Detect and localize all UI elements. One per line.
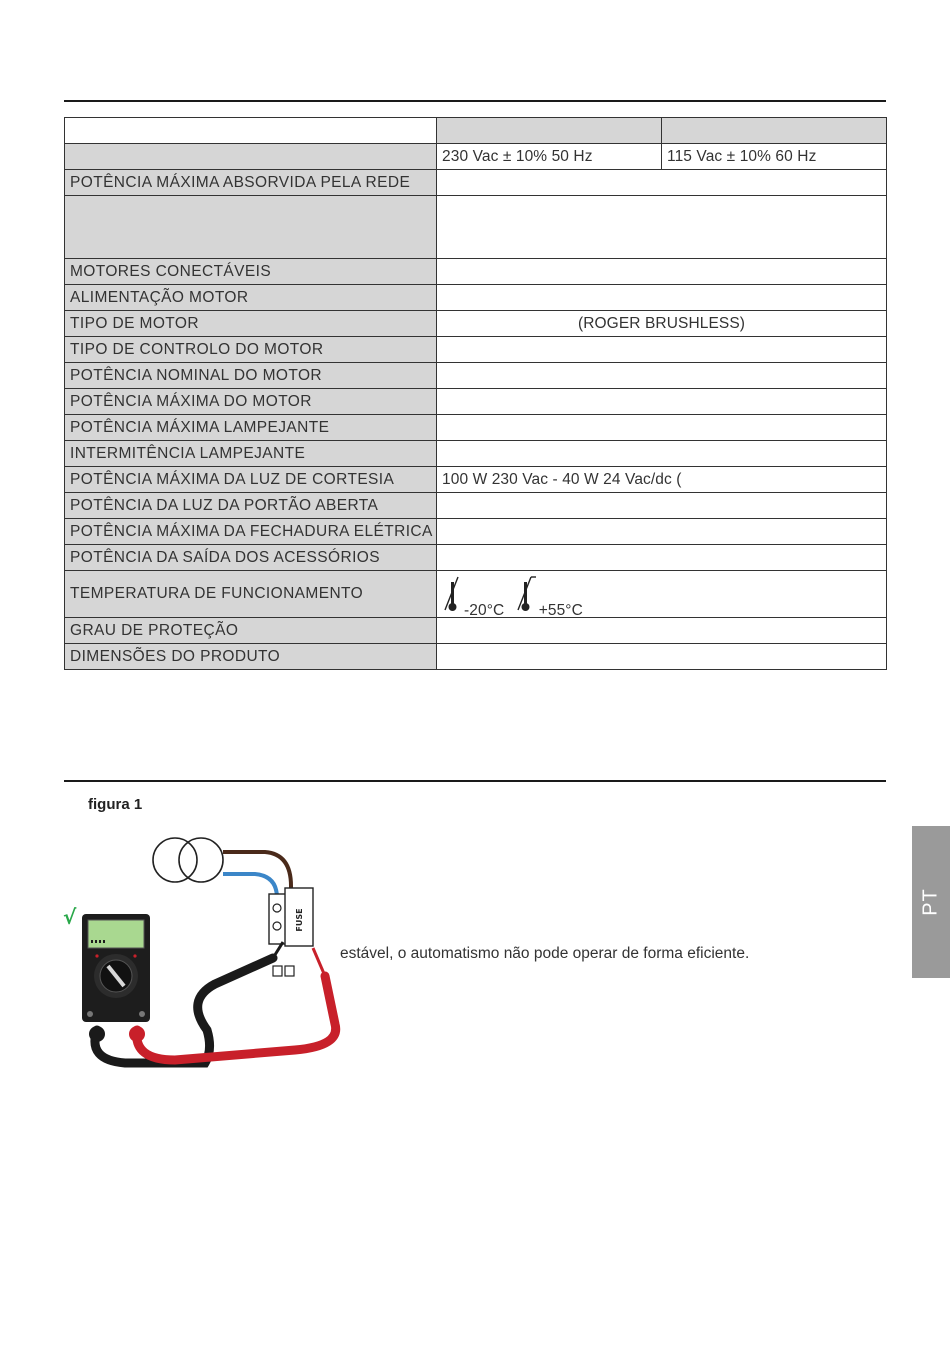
transformer-icon — [153, 838, 223, 882]
language-tab — [912, 826, 950, 978]
header-cell-a — [437, 118, 662, 144]
figure-label: figura 1 — [88, 796, 143, 813]
row-label: TIPO DE MOTOR — [65, 311, 437, 337]
row-value — [437, 389, 887, 415]
table-header-row — [65, 118, 887, 144]
supply-value-a: 230 Vac ± 10% 50 Hz — [437, 144, 662, 170]
row-label: POTÊNCIA DA SAÍDA DOS ACESSÓRIOS — [65, 545, 437, 571]
row-value — [437, 285, 887, 311]
table-row — [65, 285, 887, 311]
table-row — [65, 467, 887, 493]
table-row — [65, 259, 887, 285]
thermometer-low-icon — [442, 574, 462, 614]
row-label: POTÊNCIA MÁXIMA DA FECHADURA ELÉTRICA — [65, 519, 437, 545]
row-label: ALIMENTAÇÃO MOTOR — [65, 285, 437, 311]
table-row — [65, 493, 887, 519]
table-row — [65, 170, 887, 196]
row-value — [437, 170, 887, 196]
table-row — [65, 415, 887, 441]
supply-value-b: 115 Vac ± 10% 60 Hz — [662, 144, 887, 170]
table-row — [65, 644, 887, 670]
black-probe-jack — [89, 1026, 105, 1042]
row-value: 100 W 230 Vac - 40 W 24 Vac/dc ( — [437, 467, 887, 493]
thermometer-high-icon — [515, 574, 537, 614]
header-cell-label — [65, 118, 437, 144]
row-value: (ROGER BRUSHLESS) — [437, 311, 887, 337]
row-value — [437, 415, 887, 441]
red-probe-tip — [313, 948, 325, 976]
header-cell-b — [662, 118, 887, 144]
row-label: POTÊNCIA MÁXIMA ABSORVIDA PELA REDE — [65, 170, 437, 196]
table-row — [65, 618, 887, 644]
row-value — [437, 519, 887, 545]
row-value — [437, 259, 887, 285]
row-value — [437, 493, 887, 519]
temperature-min: -20°C — [464, 602, 505, 618]
temperature-max: +55°C — [538, 602, 583, 618]
table-row — [65, 337, 887, 363]
top-rule — [64, 100, 886, 102]
table-row — [65, 545, 887, 571]
figure-note: estável, o automatismo não pode operar de forma eficiente. — [340, 945, 750, 962]
row-value — [437, 363, 887, 389]
row-value — [437, 441, 887, 467]
supply-label — [65, 144, 437, 170]
fuse-label: FUSE — [295, 908, 304, 932]
terminal-block — [269, 888, 313, 946]
table-row — [65, 363, 887, 389]
table-row — [65, 389, 887, 415]
temperature-label: TEMPERATURA DE FUNCIONAMENTO — [65, 571, 437, 618]
multimeter-figure — [55, 828, 355, 1073]
table-row — [65, 311, 887, 337]
terminal-square-right — [285, 966, 294, 976]
red-probe-lead — [137, 976, 336, 1060]
row-label: DIMENSÕES DO PRODUTO — [65, 644, 437, 670]
row-value — [437, 644, 887, 670]
section-rule — [64, 780, 886, 782]
specs-table — [64, 117, 887, 670]
row-label: POTÊNCIA NOMINAL DO MOTOR — [65, 363, 437, 389]
row-label: POTÊNCIA DA LUZ DA PORTÃO ABERTA — [65, 493, 437, 519]
temperature-row — [65, 571, 887, 618]
row-label: INTERMITÊNCIA LAMPEJANTE — [65, 441, 437, 467]
red-probe-jack — [129, 1026, 145, 1042]
supply-row — [65, 144, 887, 170]
row-label: GRAU DE PROTEÇÃO — [65, 618, 437, 644]
row-value — [437, 196, 887, 259]
row-label: MOTORES CONECTÁVEIS — [65, 259, 437, 285]
row-value — [437, 545, 887, 571]
terminal-square-left — [273, 966, 282, 976]
row-label: TIPO DE CONTROLO DO MOTOR — [65, 337, 437, 363]
row-label: POTÊNCIA MÁXIMA DO MOTOR — [65, 389, 437, 415]
table-row — [65, 441, 887, 467]
check-icon: √ — [63, 905, 77, 929]
multimeter-icon — [82, 914, 150, 1022]
temperature-value — [437, 571, 887, 618]
row-label: POTÊNCIA MÁXIMA DA LUZ DE CORTESIA — [65, 467, 437, 493]
table-row — [65, 519, 887, 545]
row-label — [65, 196, 437, 259]
row-value — [437, 618, 887, 644]
table-row — [65, 196, 887, 259]
language-tab-label: PT — [919, 888, 942, 916]
row-label: POTÊNCIA MÁXIMA LAMPEJANTE — [65, 415, 437, 441]
row-value — [437, 337, 887, 363]
